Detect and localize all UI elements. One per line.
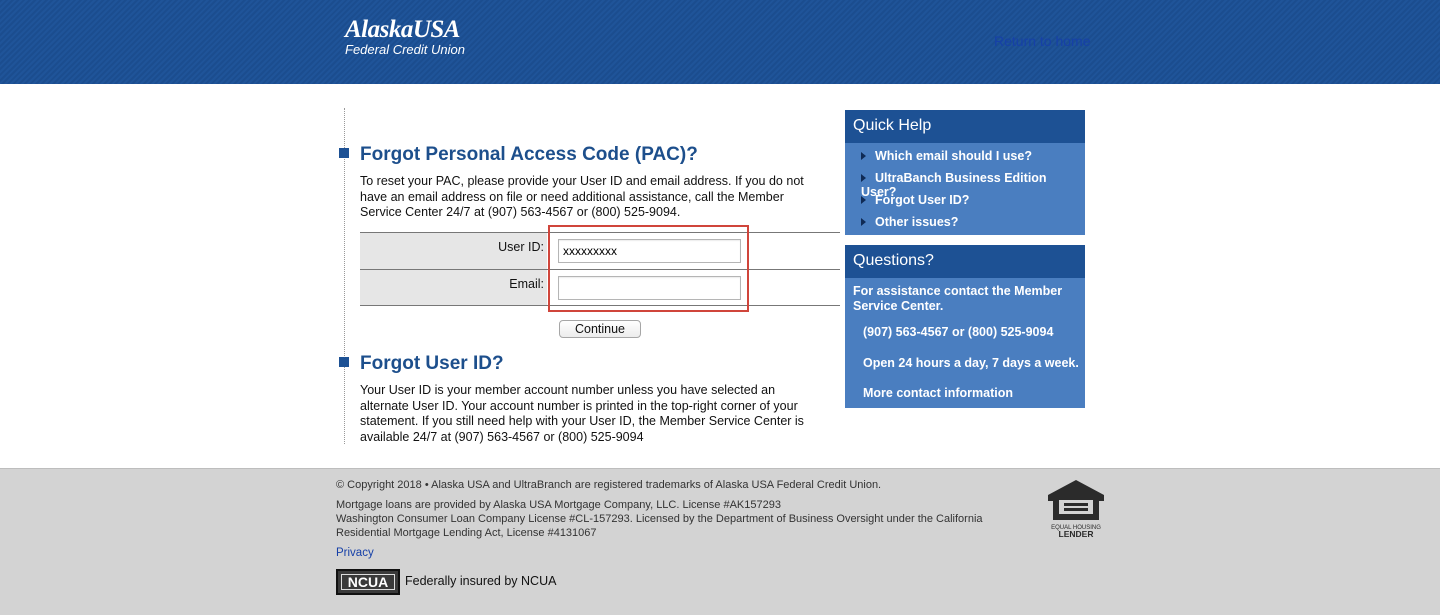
site-header: [0, 0, 1440, 84]
userid-section-title: Forgot User ID?: [360, 353, 504, 374]
ehl-line2: LENDER: [1058, 529, 1094, 539]
copyright-text: © Copyright 2018 • Alaska USA and UltraBranch are registered trademarks of Alaska USA Federal Credit Union.: [336, 479, 882, 491]
email-label-cell: [360, 270, 547, 305]
alaska-usa-logo[interactable]: [345, 17, 465, 57]
pac-description: [360, 174, 804, 221]
triangle-right-icon: [861, 152, 866, 160]
pac-description-line: Service Center 24/7 at (907) 563-4567 or (800) 525-9094.: [360, 205, 681, 219]
quick-help-link-forgot-userid[interactable]: [861, 193, 969, 207]
userid-description: [360, 383, 804, 445]
quick-help-link-label: Forgot User ID?: [875, 193, 970, 207]
quick-help-link-email[interactable]: [861, 149, 1032, 163]
questions-intro: [853, 284, 1062, 314]
license-line: Residential Mortgage Lending Act, License #4131067: [336, 527, 597, 539]
user-id-label-cell: [360, 233, 547, 269]
quick-help-link-label: Which email should I use?: [875, 149, 1032, 163]
return-to-home-link[interactable]: Return to home: [994, 33, 1091, 49]
pac-section-title: Forgot Personal Access Code (PAC)?: [360, 144, 698, 165]
triangle-right-icon: [861, 174, 866, 182]
questions-hours: Open 24 hours a day, 7 days a week.: [863, 356, 1079, 370]
dotted-divider: [344, 108, 345, 444]
quick-help-link-other[interactable]: [861, 215, 958, 229]
questions-title: Questions?: [845, 245, 1085, 278]
questions-intro-line: Service Center.: [853, 299, 944, 313]
userid-description-line: statement. If you still need help with your User ID, the Member Service Center is: [360, 414, 804, 428]
site-footer: [0, 468, 1440, 615]
userid-description-line: alternate User ID. Your account number is printed in the top-right corner of your: [360, 398, 798, 413]
ncua-logo-text: NCUA: [341, 574, 395, 590]
logo-subtitle: Federal Credit Union: [345, 42, 465, 57]
more-contact-info-link[interactable]: More contact information: [863, 386, 1014, 400]
questions-panel: [845, 245, 1085, 408]
ncua-insured-text: Federally insured by NCUA: [405, 574, 557, 588]
license-line: Mortgage loans are provided by Alaska USA Mortgage Company, LLC. License #AK157293: [336, 499, 781, 511]
logo-wordmark: AlaskaUSA: [345, 16, 460, 43]
email-label: Email:: [509, 277, 544, 291]
pac-description-line: have an email address on file or need additional assistance, call the Member: [360, 189, 784, 204]
questions-intro-line: For assistance contact the Member: [853, 284, 1063, 298]
questions-phones: (907) 563-4567 or (800) 525-9094: [863, 325, 1054, 339]
ehl-line1: EQUAL HOUSING: [1051, 525, 1101, 531]
continue-button[interactable]: Continue: [559, 320, 641, 338]
license-text: [336, 498, 983, 540]
triangle-right-icon: [861, 218, 866, 226]
quick-help-title: Quick Help: [845, 110, 1085, 143]
input-highlight-outline: [548, 225, 749, 312]
user-id-label: User ID:: [498, 240, 544, 254]
section-bullet-icon: [339, 357, 349, 367]
userid-description-line: available 24/7 at (907) 563-4567 or (800) 525-9094: [360, 429, 644, 444]
userid-description-line: Your User ID is your member account number unless you have selected an: [360, 383, 776, 397]
ncua-logo: [336, 569, 400, 595]
quick-help-link-label: Other issues?: [875, 215, 959, 229]
pac-description-line: To reset your PAC, please provide your User ID and email address. If you do not: [360, 174, 804, 188]
equal-housing-lender-icon: [1046, 479, 1106, 539]
quick-help-link-label: UltraBanch Business Edition User?: [861, 171, 1047, 199]
license-line: Washington Consumer Loan Company License #CL-157293. Licensed by the Department of Business Oversight under the California: [336, 513, 983, 525]
quick-help-panel: [845, 110, 1085, 235]
triangle-right-icon: [861, 196, 866, 204]
section-bullet-icon: [339, 148, 349, 158]
privacy-link[interactable]: Privacy: [336, 547, 374, 559]
